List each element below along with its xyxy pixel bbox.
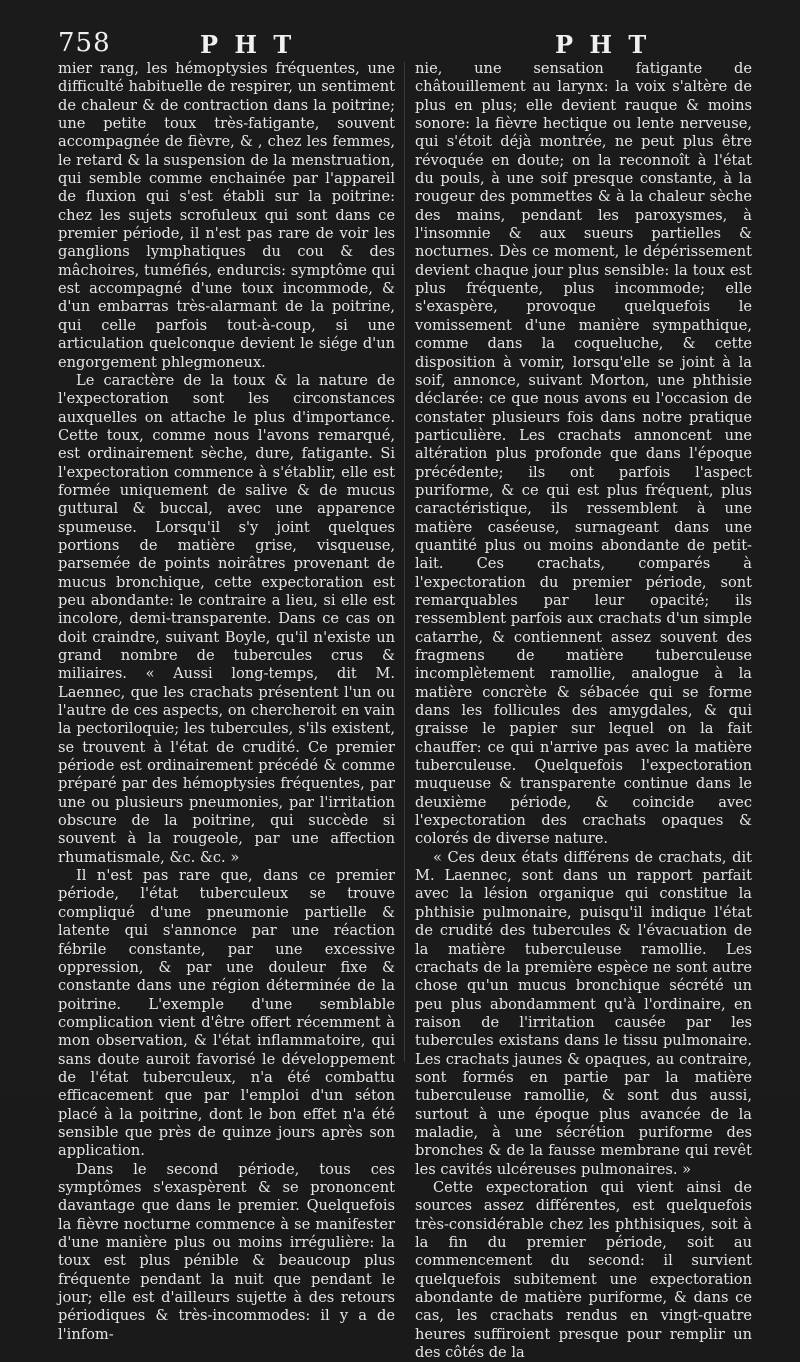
paragraph: « Ces deux états différens de crachats, dit M. Laennec, sont dans un rapport parfait avec la lésion organique qui constitue la phthisie pulmonaire, puisqu'il indique l'état de crudité des tubercules & l'évacuation de la matière tuberculeuse ramollie. Les crachats de la première espèce ne sont autre chose qu'un mucus bronchique sécrété un peu plus abondamment qu'à l'ordinaire, en raison de l'irritation causée par les tubercules existans dans le tissu pulmonaire. Les crachats jaunes & opaques, au contraire, sont formés en partie par la matière tuberculeuse ramollie, & sont dus aussi, surtout à une époque plus avancée de la maladie, à une sécrétion puriforme des bronches & de la fausse membrane qui revêt les cavités ulcéreuses pulmonaires. »: [415, 848, 752, 1178]
paragraph: Le caractère de la toux & la nature de l'expectoration sont les circonstances auxquelles on attache le plus d'importance. Cette toux, comme nous l'avons remarqué, est ordinairement sèche, dure, fatigante. Si l'expectoration commence à s'établir, elle est formée uniquement de salive & de mucus guttural & buccal, avec une apparence spumeuse. Lorsqu'il s'y joint quelques portions de matière grise, visqueuse, parsemée de points noirâtres provenant de mucus bronchique, cette expectoration est peu abondante: le contraire a lieu, si elle est incolore, demi-transparente. Dans ce cas on doit craindre, suivant Boyle, qu'il n'existe un grand nombre de tubercules crus & miliaires. « Aussi long-temps, dit M. Laennec, que les crachats présentent l'un ou l'autre de ces aspects, on chercheroit en vain la pectoriloquie; les tubercules, s'ils existent, se trouvent à l'état de crudité. Ce premier période est ordinairement précédé & comme préparé par des hémoptysies fréquentes, par une ou plusieurs pneumonies, par l'irritation obscure de la poitrine, qui succède si souvent à la rougeole, par une affection rhumatismale, &c. &c. »: [58, 371, 395, 866]
paragraph: Il n'est pas rare que, dans ce premier période, l'état tuberculeux se trouve compliqué d'une pneumonie partielle & latente qui s'annonce par une réaction fébrile constante, par une excessive oppression, & par une douleur fixe & constante dans une région déterminée de la poitrine. L'exemple d'une semblable complication vient d'être offert récemment à mon observation, & l'état inflammatoire, qui sans doute auroit favorisé le développement de l'état tuberculeux, n'a été combattu efficacement que par l'emploi d'un séton placé à la poitrine, dont le bon effet n'a été sensible que près de quinze jours après son application.: [58, 867, 395, 1160]
left-column: [58, 60, 395, 1344]
paragraph: mier rang, les hémoptysies fréquentes, une difficulté habituelle de respirer, un sentiment de chaleur & de contraction dans la poitrine; une petite toux très-fatigante, souvent accompagnée de fièvre, & , chez les femmes, le retard & la suspension de la menstruation, qui semble comme enchainée par l'appareil de fluxion qui s'est établi sur la poitrine: chez les sujets scrofuleux qui sont dans ce premier période, il n'est pas rare de voir les ganglions lymphatiques du cou & des mâchoires, tuméfiés, endurcis: symptôme qui est accompagné d'une toux incommode, & d'un embarras très-alarmant de la poitrine, qui celle parfois tout-à-coup, si une articulation quelconque devient le siége d'un engorgement phlegmoneux.: [58, 60, 395, 371]
paragraph: Dans le second période, tous ces symptômes s'exaspèrent & se prononcent davantage que dans le premier. Quelquefois la fièvre nocturne commence à se manifester d'une manière plus ou moins irrégulière: la toux est plus pénible & beaucoup plus fréquente pendant la nuit que pendant le jour; elle est d'ailleurs sujette à des retours périodiques & très-incommodes: il y a de l'infom-: [58, 1160, 395, 1343]
column-divider: [404, 62, 405, 1062]
paragraph: nie, une sensation fatigante de châtouillement au larynx: la voix s'altère de plus en plus; elle devient rauque & moins sonore: la fièvre hectique ou lente nerveuse, qui s'étoit déjà montrée, ne peut plus être révoquée en doute; on la reconnoît à l'état du pouls, à une soif presque constante, à la rougeur des pommettes & à la chaleur sèche des mains, pendant les paroxysmes, à l'insomnie & aux sueurs partielles & nocturnes. Dès ce moment, le dépérissement devient chaque jour plus sensible: la toux est plus fréquente, plus incommode; elle s'exaspère, provoque quelquefois le vomissement d'une manière sympathique, comme dans la coqueluche, & cette disposition à vomir, lorsqu'elle se joint à la soif, annonce, suivant Morton, une phthisie déclarée: ce que nous avons eu l'occasion de constater plusieurs fois dans notre pratique particulière. Les crachats annoncent une altération plus profonde que dans l'époque précédente; ils ont parfois l'aspect puriforme, & ce qui est plus fréquent, plus caractéristique, ils ressemblent à une matière caséeuse, surnageant dans une quantité plus ou moins abondante de petit-lait. Ces crachats, comparés à l'expectoration du premier période, sont remarquables par leur opacité; ils ressemblent parfois aux crachats d'un simple catarrhe, & contiennent assez souvent des fragmens de matière tuberculeuse incomplètement ramollie, analogue à la matière concrète & sébacée qui se forme dans les follicules des amygdales, & qui graisse le papier sur lequel on la fait chauffer: ce qui n'arrive pas avec la matière tuberculeuse. Quelquefois l'expectoration muqueuse & transparente continue dans le deuxième période, & coincide avec l'expectoration des crachats opaques & colorés de diverse nature.: [415, 60, 752, 848]
page-number: 758: [58, 28, 111, 58]
paragraph: Cette expectoration qui vient ainsi de sources assez différentes, est quelquefois très-considérable chez les phthisiques, soit à la fin du premier période, soit au commencement du second: il survient quelquefois subitement une expectoration abondante de matière puriforme, & dans ce cas, les crachats rendus en vingt-quatre heures suffiroient presque pour remplir un des côtés de la: [415, 1178, 752, 1362]
running-head-left: P H T: [200, 30, 296, 59]
page-header: [0, 28, 800, 64]
running-head-right: P H T: [555, 30, 651, 59]
right-column: [415, 60, 752, 1362]
